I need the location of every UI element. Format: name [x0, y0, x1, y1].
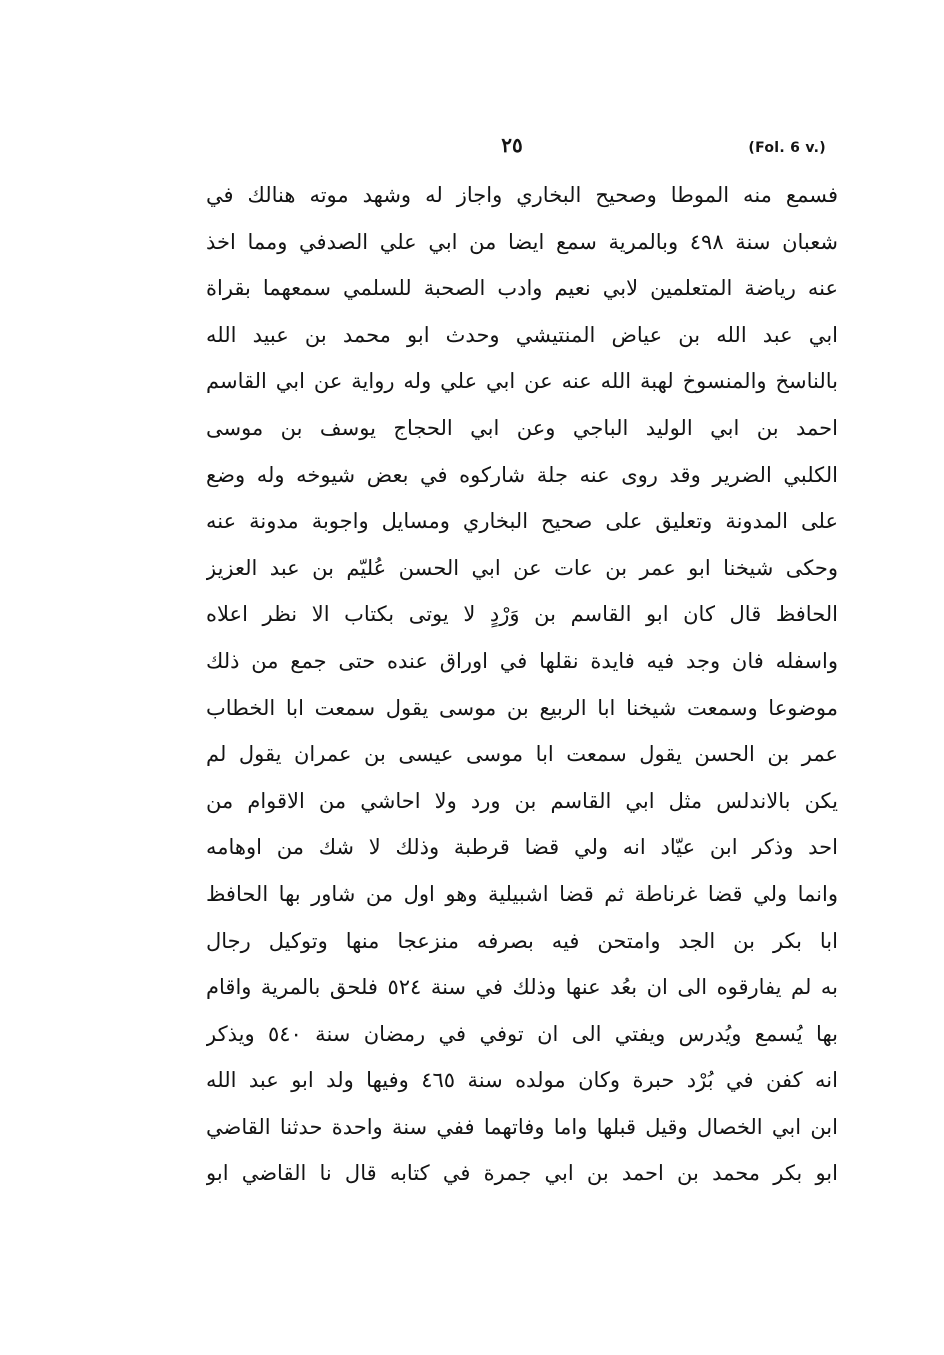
- text-line-19: بها يُسمع ويُدرس ويفتي الى ان توفي في رمضان سنة ٥٤٠ ويذكر: [206, 1021, 838, 1046]
- text-line-3: عنه رياضة المتعلمين لابي نعيم وادب الصحبة للسلمي سمعهما بقراة: [206, 276, 838, 301]
- text-line-12: موضوعا وسمعت شيخنا ابا الربيع بن موسى يقول سمعت ابا الخطاب: [206, 695, 838, 720]
- text-line-14: يكن بالاندلس مثل ابي القاسم بن ورد ولا احاشي من الاقوام من: [206, 788, 838, 813]
- text-line-7: الكلبي الضرير وقد روى عنه جلة شاركوه في بعض شيوخه وله وضع: [206, 462, 838, 487]
- text-line-21: ابن ابي الخصال وقيل قبلها واما وفاتهما ففي سنة واحدة حدثنا القاضي: [206, 1114, 838, 1139]
- text-line-4: ابي عبد الله بن عياض المنتيشي وحدث ابو محمد بن عبيد الله: [206, 322, 838, 347]
- text-line-13: عمر بن الحسن يقول سمعت ابا موسى عيسى بن عمران يقول لم: [206, 742, 838, 767]
- text-line-17: ابا بكر بن الجد وامتحن فيه بصرفه منزعجا منها وتوكيل رجال: [206, 928, 838, 953]
- text-line-16: وانما ولي قضا غرناطة ثم قضا اشبيلية وهو اول من شاور بها الحافظ: [206, 881, 838, 906]
- text-line-8: على المدونة وتعليق على صحيح البخاري ومسايل واجوبة مدونة عنه: [206, 509, 838, 534]
- folio-reference: (Fol. 6 v.): [748, 140, 826, 156]
- text-line-15: احد وذكر ابن عيّاد انه ولي قضا قرطبة وذلك لا شك من اوهامه: [206, 835, 838, 860]
- text-line-1: فسمع منه الموطا وصحيح البخاري واجاز له وشهد موته هنالك في: [206, 183, 838, 207]
- text-line-10: الحافظ قال كان ابو القاسم بن وَرْدٍ لا يوتى بكتاب الا نظر اعلاه: [206, 602, 838, 627]
- text-line-2: شعبان سنة ٤٩٨ وبالمرية سمع ايضا من ابي علي الصدفي ومما اخذ: [206, 229, 838, 254]
- text-line-22: ابو بكر محمد بن احمد بن ابي جمرة في كتابه قال نا القاضي ابو: [206, 1161, 838, 1186]
- text-line-9: وحكى شيخنا ابو عمر بن عات عن ابي الحسن عُليّم بن عبد العزيز: [206, 555, 838, 580]
- text-line-6: احمد بن ابي الوليد الباجي وعن ابي الحجاج يوسف بن موسى: [206, 415, 838, 440]
- text-line-11: واسفله فان وجد فيه فايدة نقلها في اوراق عنده حتى جمع من ذلك: [206, 648, 838, 673]
- text-line-18: به لم يفارقوه الى ان بعُد عنها وذلك في سنة ٥٢٤ فلحق بالمرية واقام: [206, 975, 838, 1000]
- arabic-body-text: [206, 172, 838, 1197]
- page-number: ٢٥: [501, 133, 523, 157]
- text-line-20: انه كفن في بُرْد حبرة وكان مولده سنة ٤٦٥ وفيها ولد ابو عبد الله: [206, 1068, 838, 1093]
- text-line-5: بالناسخ والمنسوخ لهبة الله عنه عن ابي علي وله رواية عن ابي القاسم: [206, 369, 838, 394]
